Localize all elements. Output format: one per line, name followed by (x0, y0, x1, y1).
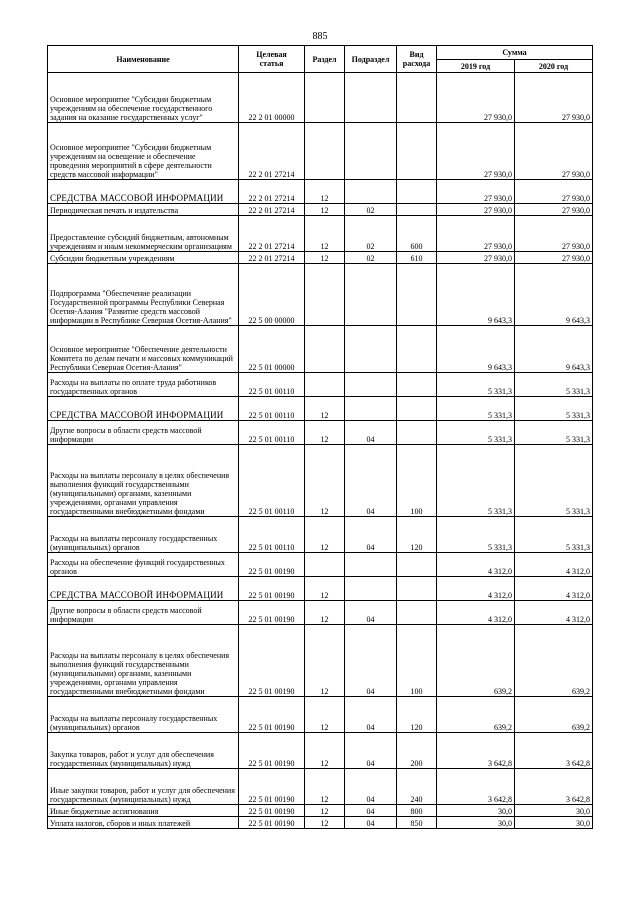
cell-article: 22 5 01 00110 (239, 445, 305, 517)
cell-sub: 04 (345, 769, 397, 805)
cell-section: 12 (305, 204, 345, 216)
cell-section: 12 (305, 445, 345, 517)
cell-name: Иные бюджетные ассигнования (48, 805, 239, 817)
cell-article: 22 5 01 00000 (239, 326, 305, 373)
cell-sub: 04 (345, 421, 397, 445)
cell-type (397, 577, 437, 601)
cell-article: 22 5 01 00110 (239, 373, 305, 397)
cell-sub: 04 (345, 601, 397, 625)
cell-article: 22 5 01 00190 (239, 625, 305, 697)
table-row (48, 204, 593, 216)
cell-v2020: 27 930,0 (515, 204, 593, 216)
cell-article: 22 5 01 00190 (239, 553, 305, 577)
cell-section: 12 (305, 805, 345, 817)
cell-type (397, 73, 437, 123)
cell-v2019: 639,2 (437, 625, 515, 697)
cell-article: 22 2 01 27214 (239, 180, 305, 204)
cell-sub (345, 326, 397, 373)
cell-v2020: 5 331,3 (515, 397, 593, 421)
cell-v2020: 30,0 (515, 805, 593, 817)
header-section: Раздел (305, 46, 345, 73)
cell-v2019: 5 331,3 (437, 445, 515, 517)
cell-article: 22 2 01 27214 (239, 252, 305, 264)
table-row (48, 625, 593, 697)
cell-v2019: 9 643,3 (437, 264, 515, 326)
cell-section: 12 (305, 252, 345, 264)
header-sum: Сумма (437, 46, 593, 60)
cell-article: 22 5 01 00110 (239, 421, 305, 445)
cell-sub: 04 (345, 517, 397, 553)
cell-sub (345, 73, 397, 123)
cell-section: 12 (305, 601, 345, 625)
cell-v2020: 30,0 (515, 817, 593, 829)
cell-v2019: 27 930,0 (437, 216, 515, 252)
table-row (48, 180, 593, 204)
cell-v2019: 27 930,0 (437, 252, 515, 264)
cell-name: Подпрограмма "Обеспечение реализации Государственной программы Республики Северная Осетия-Алания "Развитие средств массовой информации в Республике Северная Осетия-Алания" (48, 264, 239, 326)
cell-name: Расходы на обеспечение функций государственных органов (48, 553, 239, 577)
cell-section: 12 (305, 517, 345, 553)
cell-v2020: 3 642,8 (515, 769, 593, 805)
cell-section: 12 (305, 769, 345, 805)
cell-sub: 02 (345, 252, 397, 264)
cell-v2020: 9 643,3 (515, 326, 593, 373)
cell-section (305, 123, 345, 180)
cell-name: Периодическая печать и издательства (48, 204, 239, 216)
cell-article: 22 5 01 00110 (239, 397, 305, 421)
cell-section (305, 326, 345, 373)
cell-type (397, 553, 437, 577)
cell-name: Закупка товаров, работ и услуг для обеспечения государственных (муниципальных) нужд (48, 733, 239, 769)
cell-name: Основное мероприятие "Субсидии бюджетным учреждениям на освещение и обеспечение проведения мероприятий в сфере деятельности средств массовой информации" (48, 123, 239, 180)
cell-section (305, 264, 345, 326)
cell-sub (345, 123, 397, 180)
cell-sub (345, 373, 397, 397)
cell-type: 600 (397, 216, 437, 252)
table-row (48, 326, 593, 373)
header-type: Вид расхода (397, 46, 437, 73)
cell-name: Основное мероприятие "Обеспечение деятельности Комитета по делам печати и массовых коммуникаций Республики Северная Осетия-Алания" (48, 326, 239, 373)
cell-v2019: 5 331,3 (437, 421, 515, 445)
cell-article: 22 2 01 00000 (239, 73, 305, 123)
cell-article: 22 2 01 27214 (239, 216, 305, 252)
cell-v2019: 5 331,3 (437, 397, 515, 421)
cell-article: 22 5 01 00190 (239, 601, 305, 625)
cell-v2019: 27 930,0 (437, 180, 515, 204)
cell-v2020: 4 312,0 (515, 577, 593, 601)
cell-name: Уплата налогов, сборов и иных платежей (48, 817, 239, 829)
cell-sub: 02 (345, 216, 397, 252)
cell-article: 22 2 01 27214 (239, 204, 305, 216)
cell-v2020: 27 930,0 (515, 216, 593, 252)
cell-type: 120 (397, 697, 437, 733)
cell-name: Другие вопросы в области средств массовой информации (48, 601, 239, 625)
cell-name: Расходы на выплаты персоналу в целях обеспечения выполнения функций государственными (муниципальными) органами, казенными учреждениями, органами управления государственными внебюджетными фондами (48, 445, 239, 517)
cell-type: 800 (397, 805, 437, 817)
cell-name: СРЕДСТВА МАССОВОЙ ИНФОРМАЦИИ (48, 577, 239, 601)
cell-sub (345, 180, 397, 204)
cell-v2019: 5 331,3 (437, 373, 515, 397)
cell-type: 240 (397, 769, 437, 805)
cell-type: 100 (397, 445, 437, 517)
table-row (48, 817, 593, 829)
table-row (48, 252, 593, 264)
cell-v2019: 4 312,0 (437, 601, 515, 625)
cell-v2020: 27 930,0 (515, 73, 593, 123)
cell-article: 22 5 01 00190 (239, 805, 305, 817)
cell-v2020: 639,2 (515, 625, 593, 697)
cell-v2019: 9 643,3 (437, 326, 515, 373)
table-row (48, 601, 593, 625)
cell-sub: 04 (345, 445, 397, 517)
cell-v2019: 5 331,3 (437, 517, 515, 553)
cell-sub: 04 (345, 625, 397, 697)
cell-v2019: 3 642,8 (437, 769, 515, 805)
cell-v2020: 27 930,0 (515, 180, 593, 204)
cell-article: 22 5 01 00190 (239, 817, 305, 829)
table-row (48, 216, 593, 252)
cell-v2019: 27 930,0 (437, 204, 515, 216)
table-row (48, 577, 593, 601)
cell-name: Расходы на выплаты персоналу государственных (муниципальных) органов (48, 697, 239, 733)
cell-type (397, 601, 437, 625)
cell-sub: 04 (345, 733, 397, 769)
cell-type (397, 123, 437, 180)
cell-section: 12 (305, 697, 345, 733)
table-row (48, 733, 593, 769)
cell-name: Иные закупки товаров, работ и услуг для обеспечения государственных (муниципальных) нужд (48, 769, 239, 805)
cell-v2020: 5 331,3 (515, 517, 593, 553)
table-row (48, 697, 593, 733)
cell-name: Субсидии бюджетным учреждениям (48, 252, 239, 264)
header-2020: 2020 год (515, 60, 593, 73)
cell-v2020: 27 930,0 (515, 252, 593, 264)
cell-name: Расходы на выплаты персоналу государственных (муниципальных) органов (48, 517, 239, 553)
cell-section (305, 373, 345, 397)
cell-section: 12 (305, 733, 345, 769)
cell-article: 22 5 01 00190 (239, 733, 305, 769)
cell-type: 200 (397, 733, 437, 769)
cell-type (397, 326, 437, 373)
cell-v2020: 4 312,0 (515, 553, 593, 577)
cell-type (397, 397, 437, 421)
cell-type (397, 264, 437, 326)
table-row (48, 73, 593, 123)
cell-section: 12 (305, 625, 345, 697)
cell-v2019: 30,0 (437, 817, 515, 829)
cell-section: 12 (305, 216, 345, 252)
table-row (48, 397, 593, 421)
page-number: 885 (312, 31, 328, 42)
cell-sub: 02 (345, 204, 397, 216)
cell-section: 12 (305, 577, 345, 601)
table-row (48, 264, 593, 326)
cell-v2019: 4 312,0 (437, 553, 515, 577)
table-header (48, 46, 593, 73)
table-row (48, 805, 593, 817)
cell-article: 22 2 01 27214 (239, 123, 305, 180)
cell-type (397, 180, 437, 204)
table-row (48, 769, 593, 805)
table-row (48, 445, 593, 517)
cell-section: 12 (305, 180, 345, 204)
cell-v2019: 27 930,0 (437, 123, 515, 180)
cell-v2020: 27 930,0 (515, 123, 593, 180)
cell-v2019: 30,0 (437, 805, 515, 817)
cell-name: Расходы на выплаты персоналу в целях обеспечения выполнения функций государственными (муниципальными) органами, казенными учреждениями, органами управления государственными внебюджетными фондами (48, 625, 239, 697)
cell-v2020: 5 331,3 (515, 373, 593, 397)
cell-sub: 04 (345, 805, 397, 817)
table-row (48, 373, 593, 397)
cell-type (397, 373, 437, 397)
cell-v2020: 5 331,3 (515, 445, 593, 517)
table-row (48, 553, 593, 577)
header-name: Наименование (48, 46, 239, 73)
cell-section: 12 (305, 817, 345, 829)
cell-name: Расходы на выплаты по оплате труда работников государственных органов (48, 373, 239, 397)
cell-name: Другие вопросы в области средств массовой информации (48, 421, 239, 445)
cell-v2020: 3 642,8 (515, 733, 593, 769)
header-article: Целевая статья (239, 46, 305, 73)
cell-v2020: 5 331,3 (515, 421, 593, 445)
cell-article: 22 5 01 00110 (239, 517, 305, 553)
cell-v2020: 639,2 (515, 697, 593, 733)
cell-v2019: 27 930,0 (437, 73, 515, 123)
cell-sub (345, 397, 397, 421)
cell-name: Предоставление субсидий бюджетным, автономным учреждениям и иным некоммерческим организациям (48, 216, 239, 252)
cell-name: СРЕДСТВА МАССОВОЙ ИНФОРМАЦИИ (48, 180, 239, 204)
cell-sub (345, 577, 397, 601)
cell-section (305, 553, 345, 577)
cell-sub (345, 264, 397, 326)
cell-sub: 04 (345, 817, 397, 829)
header-subsection: Подраздел (345, 46, 397, 73)
table-body (48, 73, 593, 829)
cell-section: 12 (305, 421, 345, 445)
cell-v2020: 9 643,3 (515, 264, 593, 326)
cell-article: 22 5 01 00190 (239, 697, 305, 733)
cell-v2019: 639,2 (437, 697, 515, 733)
cell-article: 22 5 01 00190 (239, 577, 305, 601)
cell-type: 100 (397, 625, 437, 697)
header-2019: 2019 год (437, 60, 515, 73)
cell-type (397, 204, 437, 216)
cell-type: 850 (397, 817, 437, 829)
cell-v2020: 4 312,0 (515, 601, 593, 625)
cell-sub: 04 (345, 697, 397, 733)
table-row (48, 123, 593, 180)
cell-v2019: 4 312,0 (437, 577, 515, 601)
table-row (48, 517, 593, 553)
cell-article: 22 5 01 00190 (239, 769, 305, 805)
cell-v2019: 3 642,8 (437, 733, 515, 769)
cell-type (397, 421, 437, 445)
cell-type: 610 (397, 252, 437, 264)
cell-type: 120 (397, 517, 437, 553)
cell-section: 12 (305, 397, 345, 421)
budget-table (47, 45, 593, 829)
cell-name: СРЕДСТВА МАССОВОЙ ИНФОРМАЦИИ (48, 397, 239, 421)
cell-section (305, 73, 345, 123)
table-row (48, 421, 593, 445)
cell-article: 22 5 00 00000 (239, 264, 305, 326)
cell-sub (345, 553, 397, 577)
cell-name: Основное мероприятие "Субсидии бюджетным учреждениям на обеспечение государственного задания на оказание государственных услуг" (48, 73, 239, 123)
